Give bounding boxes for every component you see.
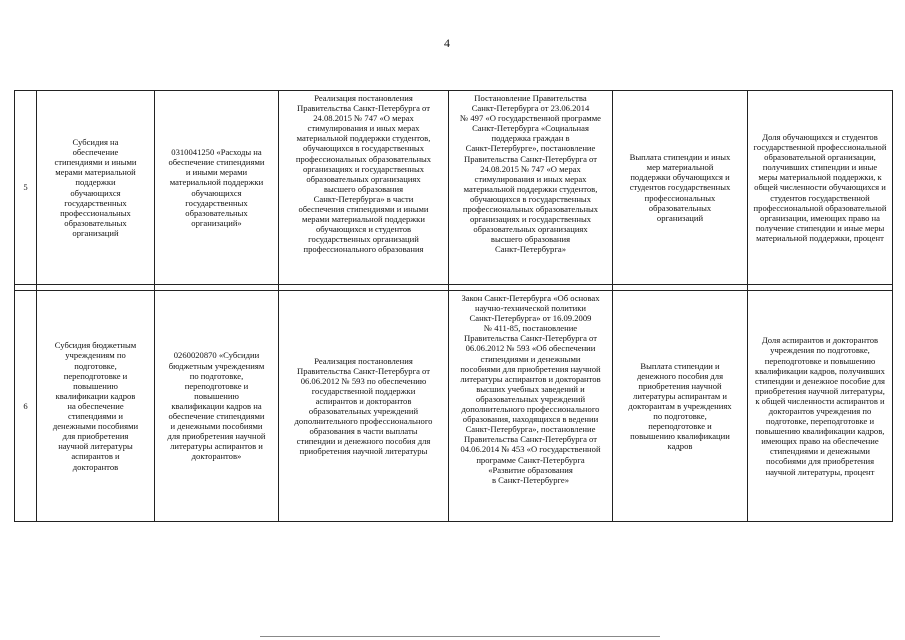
legal-basis: Постановление Правительства Санкт-Петербурга от 23.06.2014 № 497 «О государственной программе Санкт-Петербурга «Социальная поддержка граждан в Санкт-Петербурге», постановление Правительства Санкт-Петербурга от 24.08.2015 № 747 «О мерах стимулирования и иных мерах материальной поддержки студентов, обучающихся в государственных профессиональных образовательных организациях и государственных образовательных организациях высшего образования Санкт-Петербурга» [460, 93, 601, 255]
indicator-cell [748, 291, 893, 522]
indicator: Доля аспирантов и докторантов учреждения по подготовке, переподготовке и повышению квалификации кадров, получивших стипендии и денежное пособие для приобретения научной литературы, к общей численности аспирантов и докторантов учреждения по подготовке, переподготовке и повышению квалификации кадров, имеющих право на обеспечение стипендиями и денежными пособиями для приобретения научной литературы, процент [755, 335, 885, 477]
page-edge-line [260, 636, 660, 637]
purpose: Реализация постановления Правительства Санкт-Петербурга от 06.06.2012 № 593 по обеспечению государственной поддержки аспирантов и докторантов образовательных учреждений дополнительного профессионального образования в части выплаты стипендии и денежного пособия для приобретения научной литературы [294, 355, 433, 457]
subsidy-name-cell [37, 291, 155, 522]
result: Выплата стипендии и иных мер материальной поддержки обучающихся и студентов государственных профессиональных образовательных организаций [629, 152, 731, 223]
result: Выплата стипендии и денежного пособия для приобретения научной литературы аспирантам и докторантам в учреждениях по подготовке, переподготовке и повышению квалификации кадров [628, 360, 732, 452]
purpose-cell [279, 291, 449, 522]
indicator: Доля обучающихся и студентов государственной профессиональной образовательной организации, получивших стипендии и иные меры материальной поддержки, к общей численности обучающихся и студентов государственной профессиональной образовательной организации, имеющих право на получение стипендии и иные меры материальной поддержки, процент [753, 131, 887, 243]
legal-basis: Закон Санкт-Петербурга «Об основах научно-технической политики Санкт-Петербурга» от 16.09.2009 № 411-85, постановление Правительства Санкт-Петербурга от 06.06.2012 № 593 «Об обеспечении стипендиями и денежными пособиями для приобретения научной литературы аспирантов и докторантов высших учебных заведений и образовательных учреждений дополнительного профессионального образования, находящихся в ведении Санкт-Петербурга», постановление Правительства Санкт-Петербурга от 04.06.2014 № 453 «О государственной программе Санкт-Петербурга «Развитие образования в Санкт-Петербурге» [460, 293, 601, 485]
table-row [15, 91, 893, 285]
legal-basis-cell [449, 91, 613, 285]
result-cell [613, 291, 748, 522]
subsidy-name: Субсидия на обеспечение стипендиями и иными мерами материальной поддержки обучающихся государственных профессиональных образовательных организаций [54, 137, 137, 238]
indicator-cell [748, 91, 893, 285]
purpose: Реализация постановления Правительства Санкт-Петербурга от 24.08.2015 № 747 «О мерах стимулирования и иных мерах материальной поддержки студентов, обучающихся в государственных профессиональных образовательных организациях и государственных образовательных организациях высшего образования Санкт-Петербурга» в части обеспечения стипендиями и иными мерами материальной поддержки обучающихся и студентов государственных организаций профессионального образования [295, 93, 432, 255]
budget-code: 0260020870 «Субсидии бюджетным учреждениям по подготовке, переподготовке и повышению квалификации кадров на обеспечение стипендиями и денежными пособиями для приобретения научной литературы аспирантов и докторантов» [167, 350, 266, 462]
legal-basis-cell [449, 291, 613, 522]
result-cell [613, 91, 748, 285]
table-row [15, 291, 893, 522]
row-number: 5 [15, 91, 37, 285]
subsidy-name-cell [37, 91, 155, 285]
purpose-cell [279, 91, 449, 285]
budget-code-cell [155, 91, 279, 285]
subsidy-name: Субсидия бюджетным учреждениям по подготовке, переподготовке и повышению квалификации кадров на обеспечение стипендиями и денежными пособиями для приобретения научной литературы аспирантов и докторантов [52, 340, 139, 472]
row-number: 6 [15, 291, 37, 522]
subsidy-table [14, 90, 893, 522]
page-number: 4 [444, 36, 450, 50]
budget-code-cell [155, 291, 279, 522]
budget-code: 0310041250 «Расходы на обеспечение стипендиями и иными мерами материальной поддержки обучающихся государственных образовательных организаций» [168, 147, 265, 228]
